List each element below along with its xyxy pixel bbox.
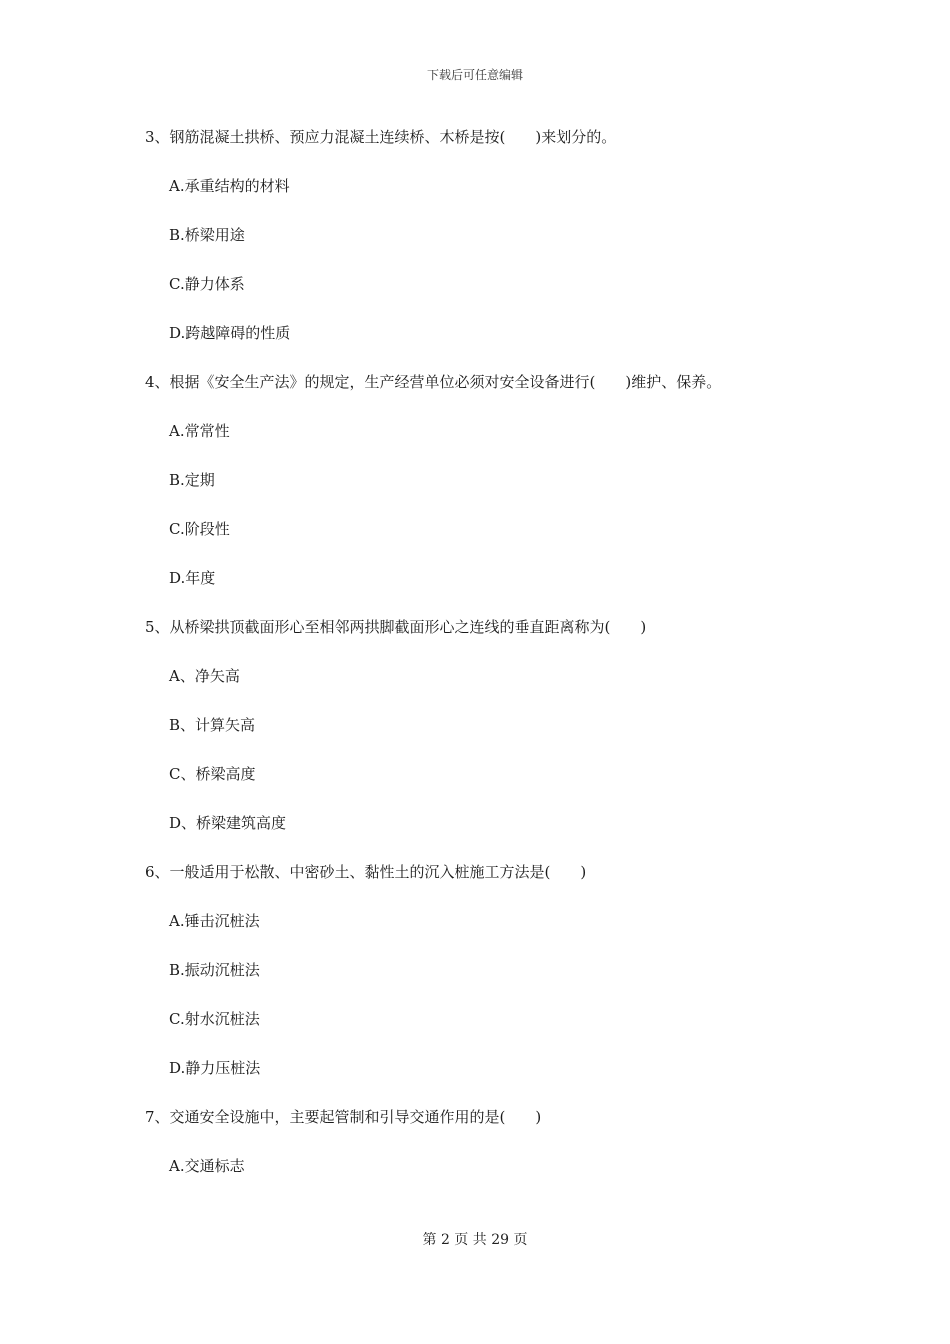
- question-3: [0, 124, 950, 369]
- option-b: B.定期: [169, 471, 215, 489]
- page-number: 第 2 页 共 29 页: [422, 1232, 528, 1248]
- option-b: B.振动沉桩法: [169, 961, 260, 979]
- page-header: 下载后可任意编辑: [426, 68, 523, 82]
- question-stem: 7、交通安全设施中，主要起管制和引导交通作用的是( ): [145, 1108, 542, 1126]
- option-c: C、桥梁高度: [169, 765, 256, 783]
- option-a: A.承重结构的材料: [169, 177, 290, 195]
- question-5: [0, 614, 950, 859]
- option-c: C.阶段性: [169, 520, 230, 538]
- question-stem: 3、钢筋混凝土拱桥、预应力混凝土连续桥、木桥是按( )来划分的。: [145, 128, 617, 146]
- option-b: B.桥梁用途: [169, 226, 245, 244]
- option-d: D.跨越障碍的性质: [169, 324, 291, 342]
- question-7: [0, 1104, 950, 1202]
- option-a: A、净矢高: [169, 667, 240, 685]
- option-d: D、桥梁建筑高度: [169, 814, 287, 832]
- option-d: D.年度: [169, 569, 216, 587]
- option-a: A.交通标志: [169, 1157, 245, 1175]
- option-c: C.静力体系: [169, 275, 245, 293]
- option-d: D.静力压桩法: [169, 1059, 261, 1077]
- question-6: [0, 859, 950, 1104]
- question-stem: 5、从桥梁拱顶截面形心至相邻两拱脚截面形心之连线的垂直距离称为( ): [145, 618, 647, 636]
- question-4: [0, 369, 950, 614]
- option-a: A.常常性: [169, 422, 230, 440]
- option-b: B、计算矢高: [169, 716, 256, 734]
- option-a: A.锤击沉桩法: [169, 912, 260, 930]
- question-stem: 6、一般适用于松散、中密砂土、黏性土的沉入桩施工方法是( ): [145, 863, 587, 881]
- question-stem: 4、根据《安全生产法》的规定，生产经营单位必须对安全设备进行( )维护、保养。: [145, 373, 722, 391]
- option-c: C.射水沉桩法: [169, 1010, 260, 1028]
- question-list: [0, 124, 950, 1202]
